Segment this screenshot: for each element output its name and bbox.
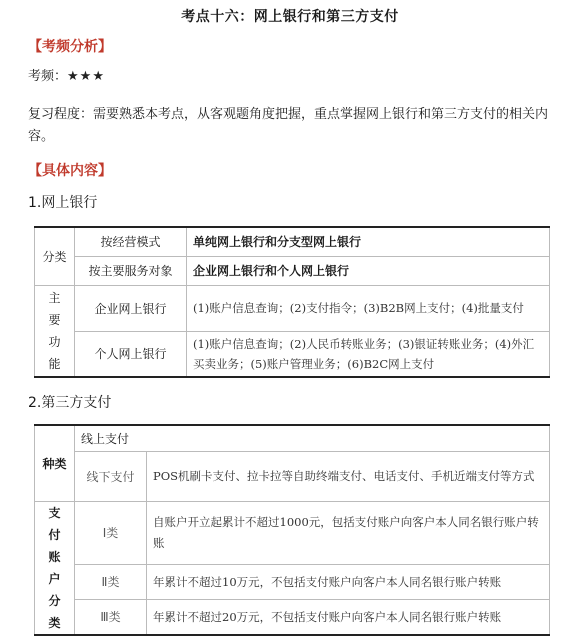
table-row	[35, 564, 550, 599]
offline-payment-value: POS机刷卡支付、拉卡拉等自助终端支付、电话支付、手机近端支付等方式	[147, 451, 550, 501]
section-third-party-title: 2.第三方支付	[28, 395, 112, 411]
function-value: (1)账户信息查询；(2)支付指令；(3)B2B网上支付；(4)批量支付	[187, 285, 550, 331]
frequency-label: 考频：	[28, 69, 68, 84]
function-key: 个人网上银行	[75, 331, 187, 377]
account-class-key: Ⅱ类	[75, 564, 147, 599]
star-rating-icon: ★★★	[67, 69, 105, 84]
table-row	[35, 425, 550, 451]
account-class-value: 年累计不超过10万元，不包括支付账户向客户本人同名银行账户转账	[147, 564, 550, 599]
online-banking-table	[34, 226, 550, 378]
table-row	[35, 501, 550, 564]
category-label: 分类	[35, 227, 75, 285]
table-row	[35, 256, 550, 285]
category-key: 按主要服务对象	[75, 256, 187, 285]
kind-label: 种类	[35, 425, 75, 501]
frequency-line	[28, 66, 568, 88]
analysis-heading: 【考频分析】	[28, 39, 112, 55]
account-class-value: 年累计不超过20万元，不包括支付账户向客户本人同名银行账户转账	[147, 599, 550, 634]
content-heading: 【具体内容】	[28, 163, 112, 179]
function-key: 企业网上银行	[75, 285, 187, 331]
table-row	[35, 451, 550, 501]
page-title: 考点十六：网上银行和第三方支付	[181, 9, 399, 25]
table-row	[35, 599, 550, 634]
review-text: 复习程度：需要熟悉本考点，从客观题角度把握，重点掌握网上银行和第三方支付的相关内容。	[28, 107, 549, 144]
table-row	[35, 285, 550, 331]
function-value: (1)账户信息查询；(2)人民币转账业务；(3)银证转账业务；(4)外汇买卖业务；(5)账户管理业务；(6)B2C网上支付	[187, 331, 550, 377]
category-key: 按经营模式	[75, 227, 187, 256]
account-class-label: 支付账户分类	[35, 501, 75, 635]
online-payment: 线上支付	[75, 425, 550, 451]
third-party-table	[34, 424, 550, 636]
account-class-key: Ⅲ类	[75, 599, 147, 634]
section-online-banking-title: 1.网上银行	[28, 195, 98, 211]
account-class-key: Ⅰ类	[75, 501, 147, 564]
category-value: 单纯网上银行和分支型网上银行	[187, 227, 550, 256]
offline-payment-key: 线下支付	[75, 451, 147, 501]
account-class-value: 自账户开立起累计不超过1000元，包括支付账户向客户本人同名银行账户转账	[147, 501, 550, 564]
category-value: 企业网上银行和个人网上银行	[187, 256, 550, 285]
function-label: 主要功能	[35, 285, 75, 377]
table-row	[35, 331, 550, 377]
table-row	[35, 227, 550, 256]
